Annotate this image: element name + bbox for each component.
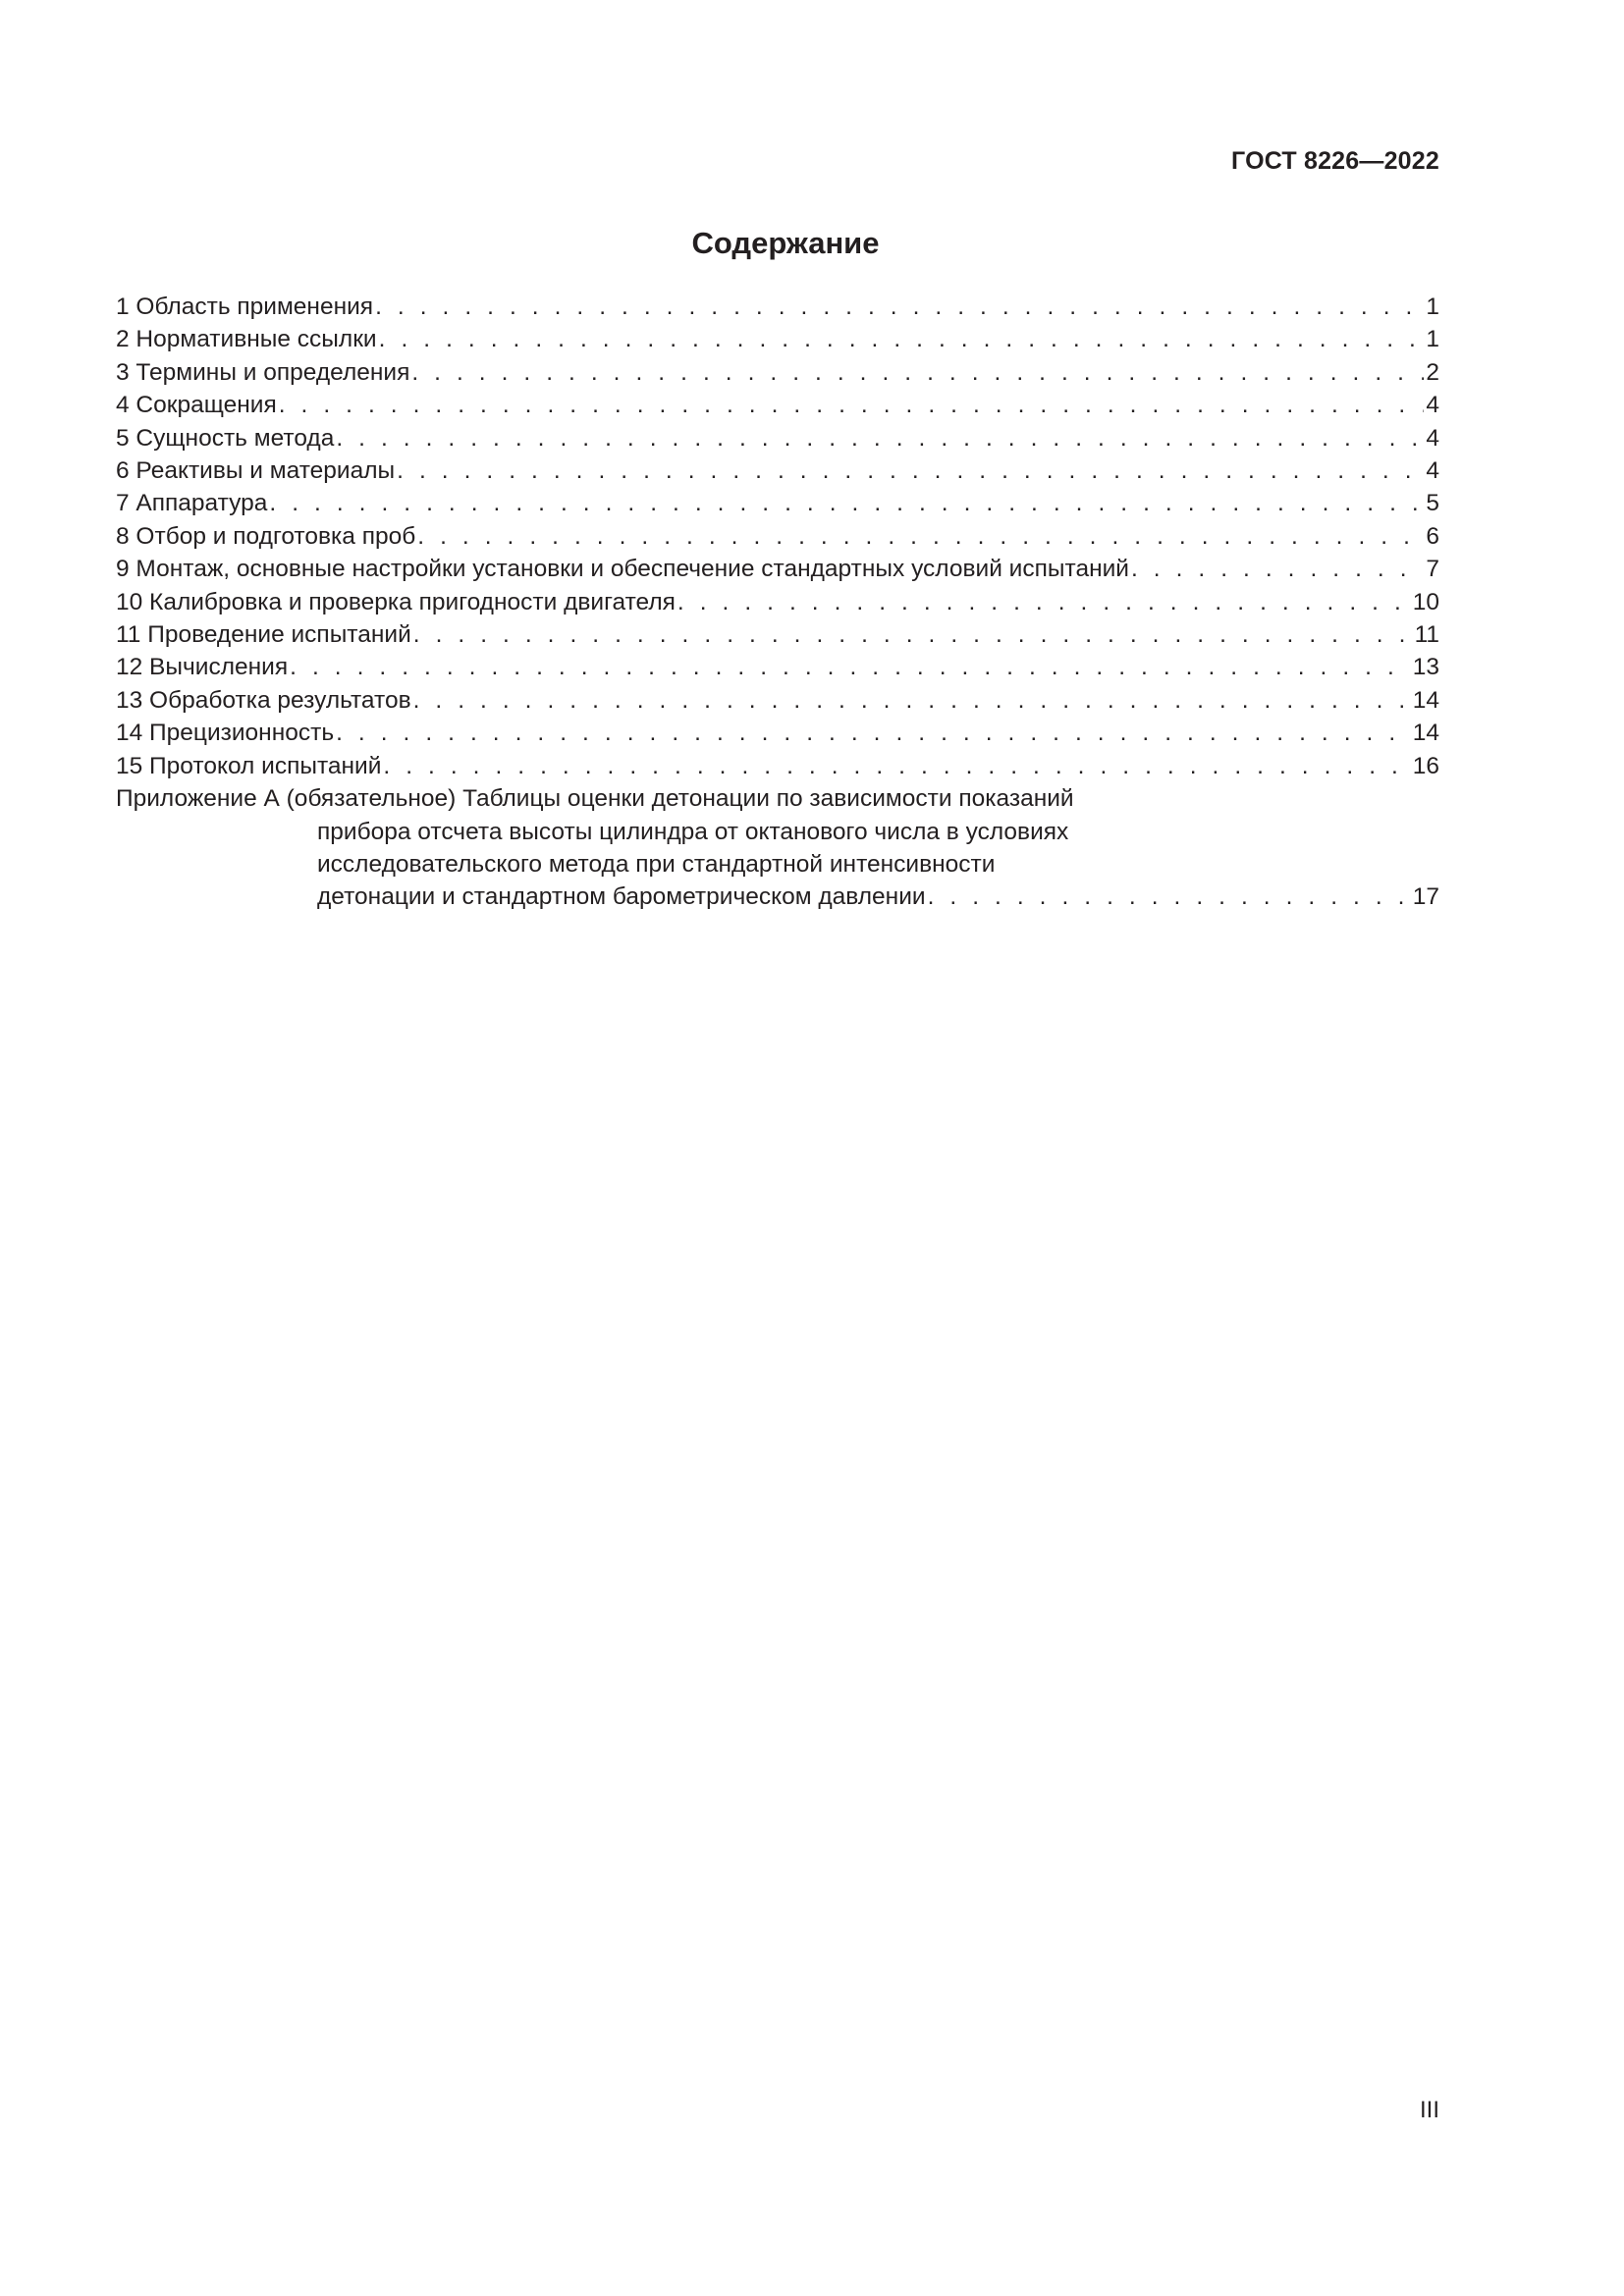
toc-leader-dots	[411, 356, 1424, 389]
toc-leader-dots	[413, 684, 1411, 717]
toc-title: Содержание	[691, 226, 880, 260]
toc-entry-page: 5	[1426, 490, 1439, 517]
toc-leader-dots	[336, 422, 1424, 454]
toc-entry-13[interactable]	[116, 684, 1439, 717]
toc-leader-dots	[383, 750, 1410, 782]
toc-entry-page: 4	[1426, 392, 1439, 419]
toc-entry-page: 16	[1412, 752, 1439, 779]
toc-entry-page: 4	[1426, 457, 1439, 485]
toc-leader-dots	[677, 586, 1411, 618]
toc-leader-dots	[290, 651, 1411, 683]
toc-entry-page: 6	[1426, 522, 1439, 550]
toc-leader-dots	[413, 618, 1413, 651]
toc-leader-dots	[375, 291, 1424, 323]
toc-leader-dots	[417, 520, 1424, 553]
appendix-title-line-1: Приложение А (обязательное) Таблицы оценки детонации по зависимости показаний	[116, 785, 1074, 813]
toc-entry-9[interactable]	[116, 553, 1439, 585]
toc-entry-label: 14 Прецизионность	[116, 720, 335, 747]
toc-leader-dots	[269, 487, 1424, 519]
toc-entry-15[interactable]	[116, 750, 1439, 782]
toc-leader-dots	[397, 454, 1424, 487]
toc-entry-4[interactable]	[116, 389, 1439, 421]
toc-entry-label: 5 Сущность метода	[116, 424, 335, 452]
toc-entry-page: 14	[1412, 720, 1439, 747]
toc-entry-label: 4 Сокращения	[116, 392, 277, 419]
toc-entry-label: 6 Реактивы и материалы	[116, 457, 396, 485]
toc-entry-11[interactable]	[116, 618, 1439, 651]
toc-entry-page: 7	[1426, 556, 1439, 583]
toc-entry-label: 13 Обработка результатов	[116, 686, 411, 714]
toc-entry-14[interactable]	[116, 717, 1439, 749]
toc-entry-label: 7 Аппаратура	[116, 490, 268, 517]
toc-entry-2[interactable]	[116, 323, 1439, 355]
toc-leader-dots	[279, 389, 1425, 421]
toc-entry-label: 1 Область применения	[116, 294, 374, 320]
toc-entry-1[interactable]	[116, 291, 1439, 323]
toc-entry-page: 1	[1426, 294, 1439, 320]
toc-entry-label: 11 Проведение испытаний	[116, 621, 411, 649]
toc-entry-page: 11	[1414, 621, 1439, 649]
toc-leader-dots	[928, 881, 1411, 913]
toc-entry-10[interactable]	[116, 586, 1439, 618]
toc-entry-label: 12 Вычисления	[116, 654, 289, 681]
toc-entry-12[interactable]	[116, 651, 1439, 683]
toc-entry-page: 14	[1412, 686, 1439, 714]
document-code: ГОСТ 8226—2022	[1231, 147, 1439, 175]
toc-leader-dots	[336, 717, 1411, 749]
toc-entry-7[interactable]	[116, 487, 1439, 519]
toc-entry-page: 2	[1426, 358, 1439, 386]
toc-entry-page: 13	[1412, 654, 1439, 681]
appendix-title-line-4	[116, 881, 1439, 913]
toc-entry-label: 15 Протокол испытаний	[116, 752, 382, 779]
toc-entry-page: 4	[1426, 424, 1439, 452]
toc-entry-5[interactable]	[116, 422, 1439, 454]
toc-entry-appendix-a[interactable]	[116, 782, 1439, 914]
toc-entry-page: 10	[1412, 588, 1439, 615]
toc-entry-3[interactable]	[116, 356, 1439, 389]
toc-leader-dots	[379, 323, 1425, 355]
page-number: III	[1419, 2097, 1439, 2123]
toc-entry-label: 9 Монтаж, основные настройки установки и обеспечение стандартных условий испытаний	[116, 556, 1129, 583]
toc-entry-label: 2 Нормативные ссылки	[116, 326, 377, 353]
toc-entry-label: 3 Термины и определения	[116, 358, 410, 386]
toc-entry-8[interactable]	[116, 520, 1439, 553]
toc-entry-page: 17	[1412, 883, 1439, 911]
toc-entry-label: 8 Отбор и подготовка проб	[116, 522, 416, 550]
toc-entry-6[interactable]	[116, 454, 1439, 487]
toc-entry-label: 10 Калибровка и проверка пригодности двигателя	[116, 588, 676, 615]
table-of-contents	[116, 291, 1439, 914]
appendix-title-line-2: прибора отсчета высоты цилиндра от октанового числа в условиях	[317, 818, 1069, 845]
toc-leader-dots	[1131, 553, 1424, 585]
appendix-title-line-3: исследовательского метода при стандартной интенсивности	[317, 850, 996, 878]
toc-entry-label: детонации и стандартном барометрическом давлении	[317, 883, 926, 911]
toc-entry-page: 1	[1426, 326, 1439, 353]
